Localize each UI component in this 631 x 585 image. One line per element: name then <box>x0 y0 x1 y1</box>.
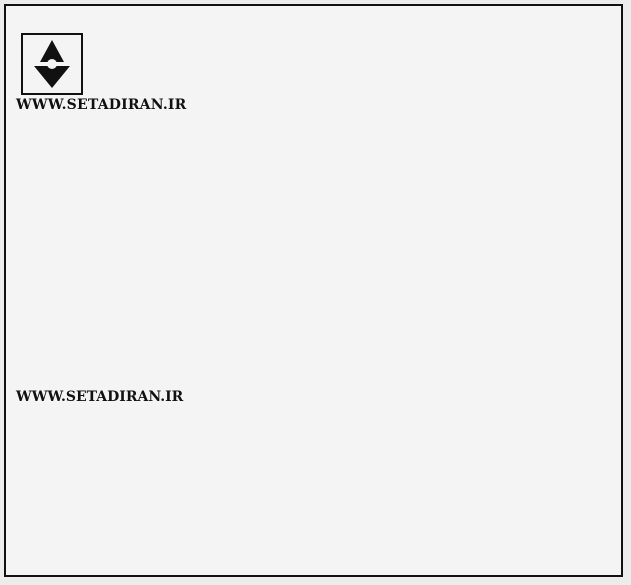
notice-title <box>96 12 611 30</box>
condition-7 <box>16 342 611 363</box>
condition-3 <box>16 242 611 263</box>
setadiran-link-1[interactable]: WWW.SETADIRAN.IR <box>16 97 187 113</box>
conditions-list <box>16 192 611 367</box>
condition-4 <box>16 267 611 288</box>
condition-5 <box>16 292 611 313</box>
setadiran-link-2[interactable]: WWW.SETADIRAN.IR <box>16 389 184 405</box>
auction-notice <box>4 4 623 577</box>
condition-6 <box>16 317 611 338</box>
signature <box>20 545 220 563</box>
condition-2 <box>16 217 611 238</box>
condition-1 <box>16 192 611 213</box>
organization-logo <box>20 32 84 96</box>
